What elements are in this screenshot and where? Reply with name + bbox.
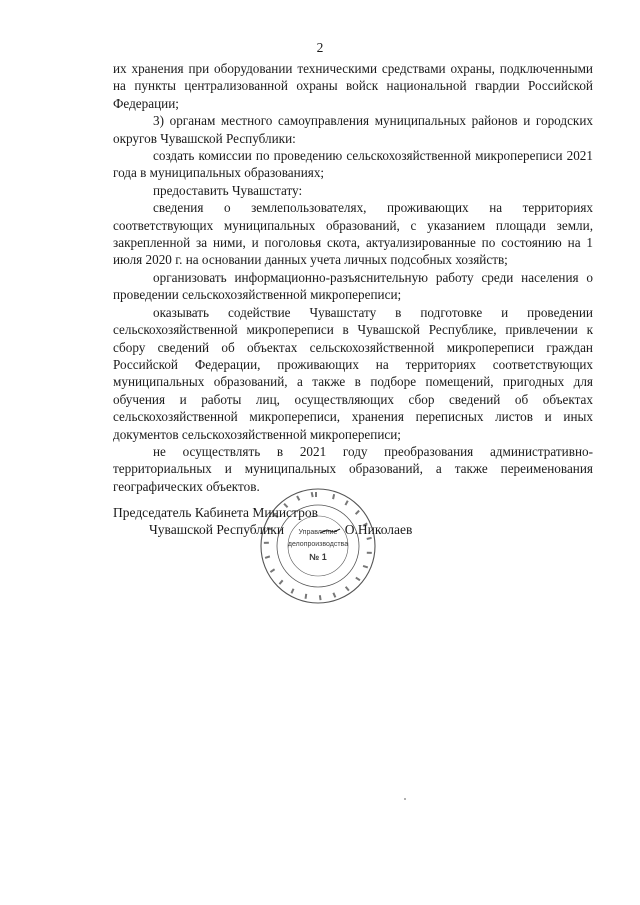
signature-mark bbox=[319, 525, 341, 537]
official-stamp bbox=[258, 486, 378, 606]
paragraph: сведения о землепользователях, проживающих на территориях соответствующих муниципальных образований, с указанием площади земли, закрепленной за ними, и поголовья скота, актуализированные по состоянию на 1 июля 2020 г. на основании данных учета личных подсобных хозяйств; bbox=[113, 200, 593, 268]
signer-title-line2: Чувашской Республики bbox=[149, 522, 285, 537]
stamp-text-line3: № 1 bbox=[309, 552, 327, 562]
stamp-text-line1: Управление bbox=[298, 529, 338, 536]
paragraph: не осуществлять в 2021 году преобразования административно-территориальных и муниципальных образований, а также переименования географических объектов. bbox=[113, 443, 593, 494]
signer-title-line1: Председатель Кабинета Министров bbox=[113, 505, 318, 520]
paragraph: 3) органам местного самоуправления муниципальных районов и городских округов Чувашской Республики: bbox=[113, 113, 593, 146]
paragraph: их хранения при оборудовании техническими средствами охраны, подключенными на пункты централизованной охраны войск национальной гвардии Российской Федерации; bbox=[113, 61, 593, 111]
signer-name-text: О.Николаев bbox=[344, 522, 413, 537]
signer-name bbox=[302, 522, 412, 538]
paragraph: предоставить Чувашстату: bbox=[153, 182, 303, 198]
paragraph: организовать информационно-разъяснительную работу среди населения о проведении сельскохозяйственной микропереписи; bbox=[113, 269, 593, 303]
stamp-text-line2: делопроизводства bbox=[287, 541, 349, 548]
page-number: 2 bbox=[316, 40, 324, 55]
paragraph: создать комиссии по проведению сельскохозяйственной микропереписи 2021 года в муниципальных образованиях; bbox=[113, 148, 593, 181]
scan-speck bbox=[404, 798, 406, 800]
paragraph: оказывать содействие Чувашстату в подготовке и проведении сельскохозяйственной микропереписи в Чувашской Республике, привлечении к сбору сведений об объектах сельскохозяйственной микропереписи граждан Российской Федерации, проживающих на территориях соответствующих муниципальных образований, а также в подборе помещений, пригодных для обучения и работы лиц, осуществляющих сбор сведений об объектах сельскохозяйственной микропереписи, хранения переписных листов и иных документов сельскохозяйственной микропереписи; bbox=[113, 304, 593, 442]
document-body bbox=[113, 60, 593, 495]
